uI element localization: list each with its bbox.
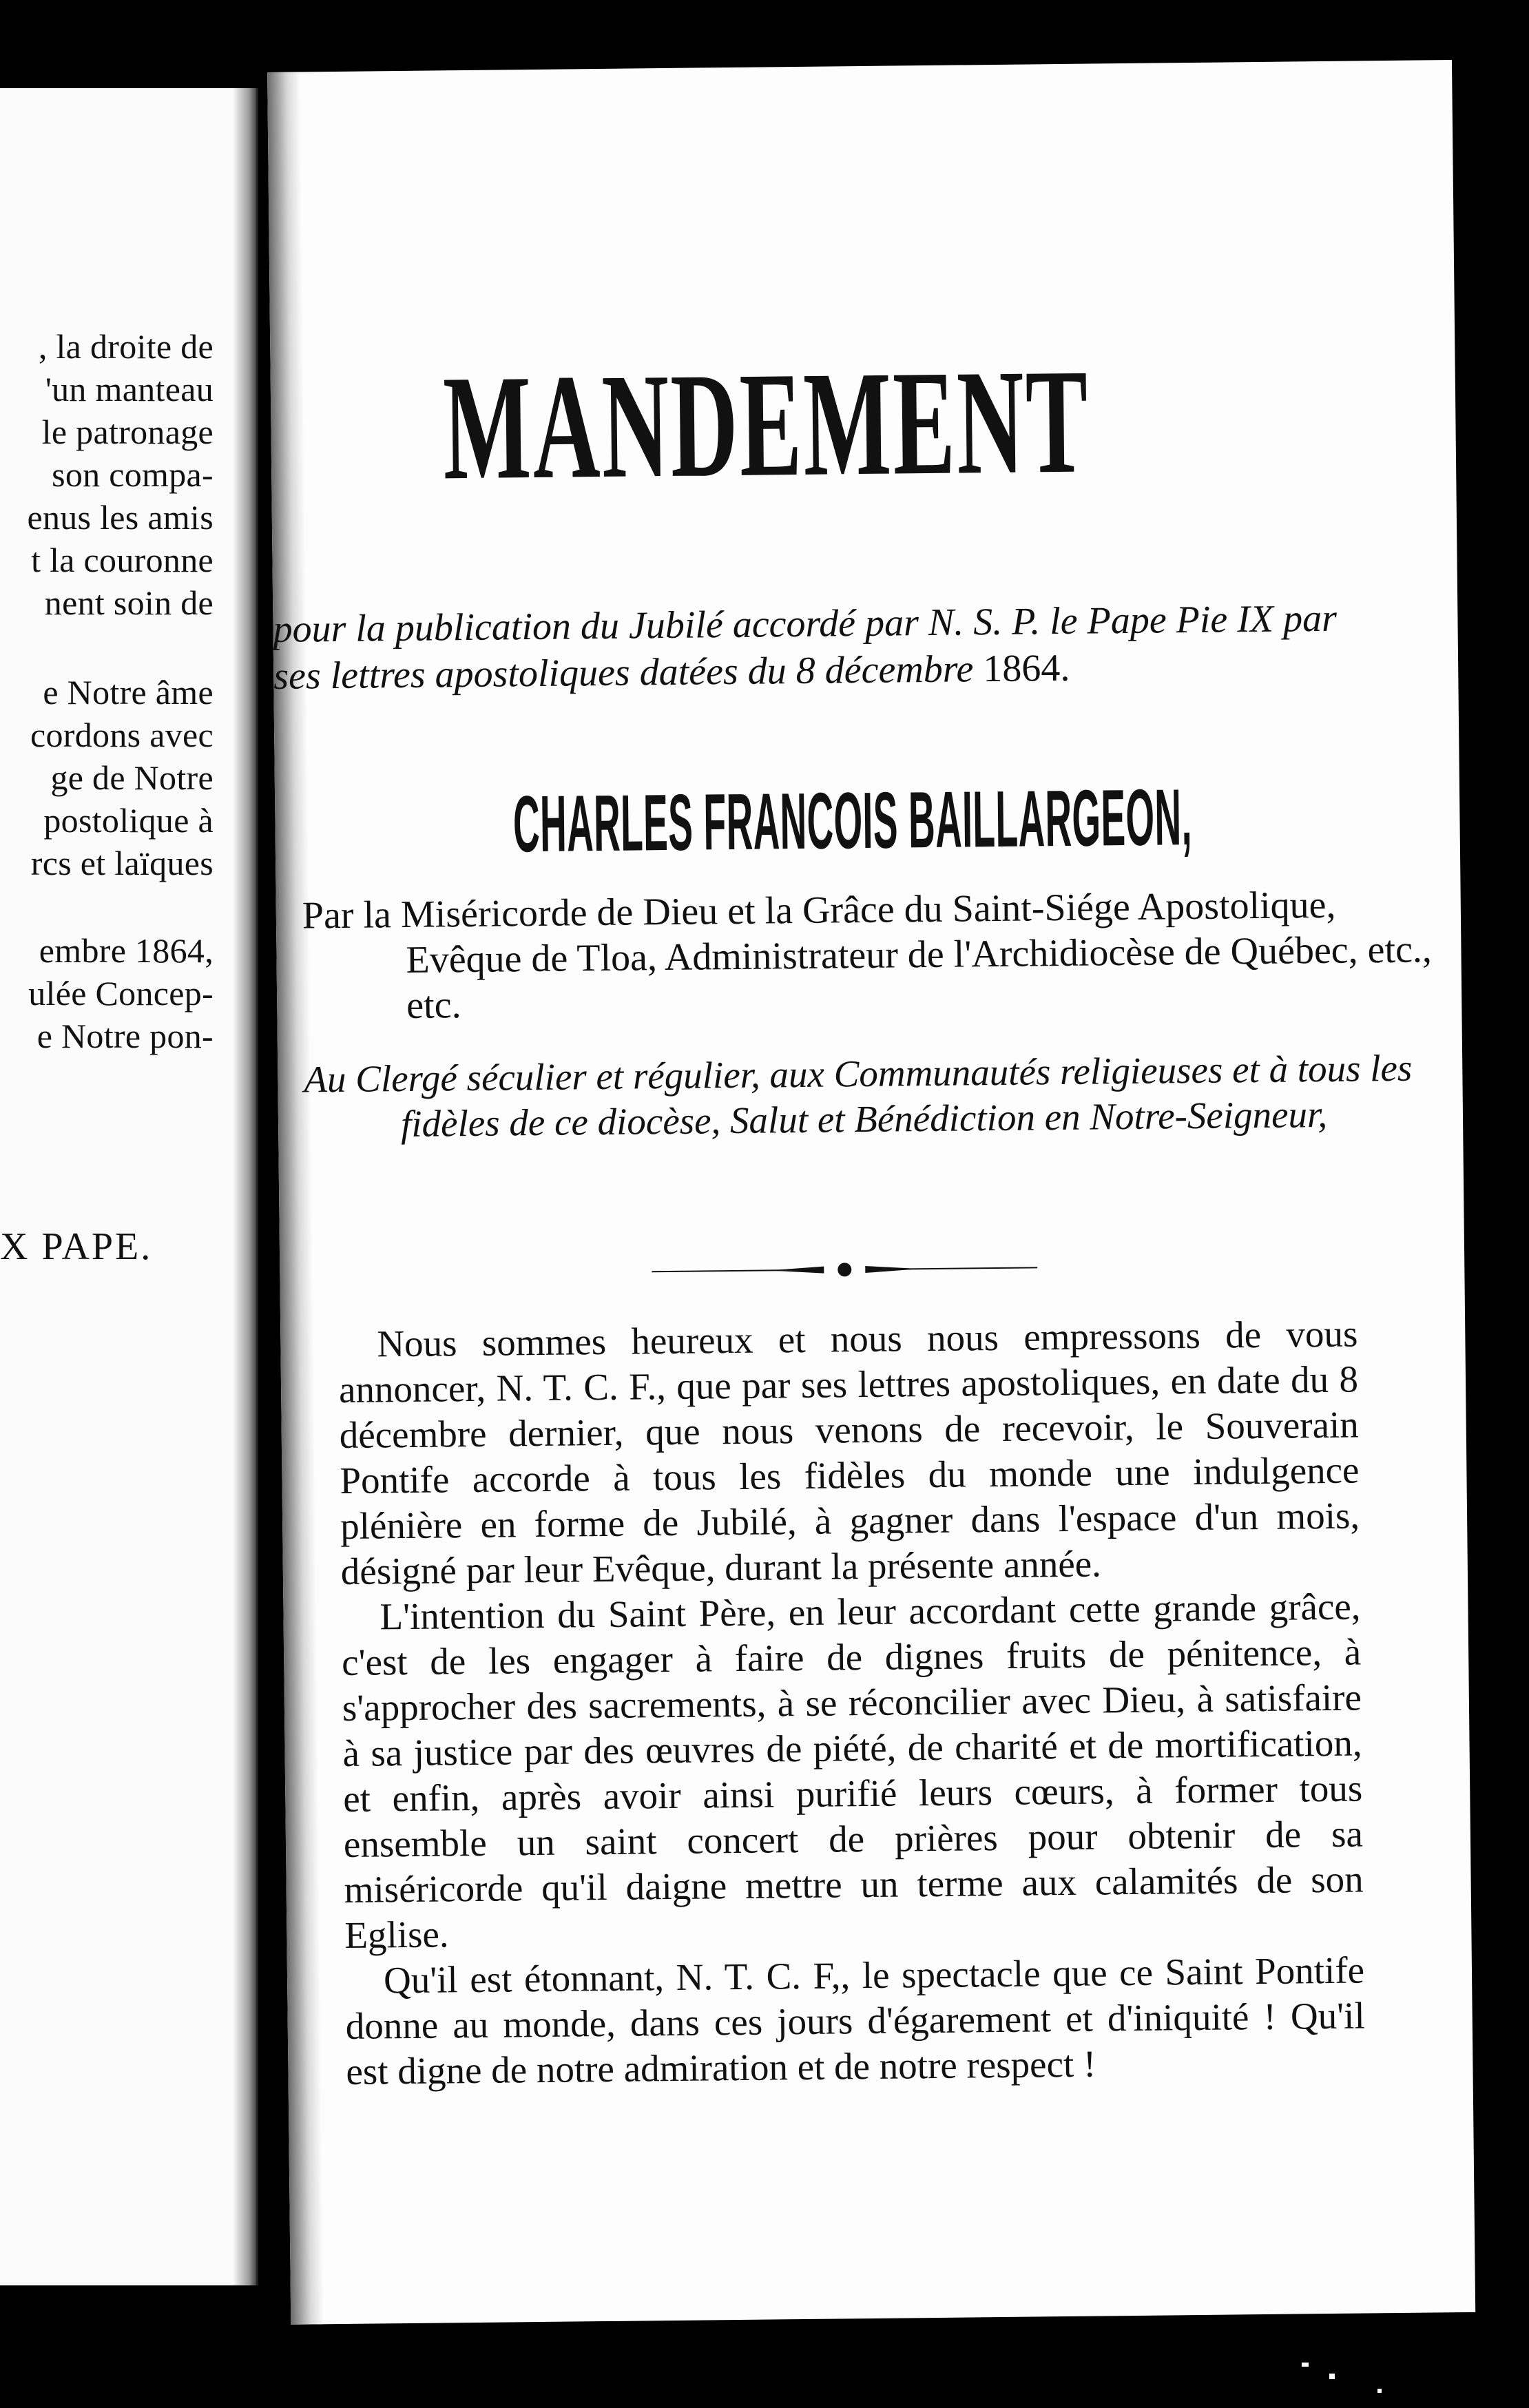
left-page-line: le patronage xyxy=(41,413,214,451)
scan-speck xyxy=(1329,2374,1335,2379)
left-facing-page xyxy=(0,88,258,2285)
page-fold-shadow xyxy=(233,88,256,2285)
scan-speck xyxy=(1377,2389,1382,2393)
author-authority: Par la Miséricorde de Dieu et la Grâce du Saint-Siége Apostolique, Evêque de Tloa, Administrateur de l'Archidiocèse de Québec, etc., etc. xyxy=(302,883,1433,1027)
left-page-line: enus les amis xyxy=(27,498,214,537)
author-name: CHARLES FRANCOIS BAILLARGEON, xyxy=(512,772,1193,869)
main-page xyxy=(267,60,1475,2325)
left-page-line: e Notre pon- xyxy=(37,1017,214,1055)
left-page-line: e Notre âme xyxy=(43,673,214,712)
binding-gutter-shadow xyxy=(267,72,324,2325)
left-page-signature: X PAPE. xyxy=(0,1225,153,1268)
body-text xyxy=(338,1311,1366,2095)
left-page-line: nent soin de xyxy=(44,583,214,622)
paragraph-1: Nous sommes heureux et nous nous empressons de vous annoncer, N. T. C. F., que par ses lettres apostoliques, en date du 8 décembre dernier, que nous venons de recevoir, le Souverain Pontife accorde à tous les fidèles du monde une indulgence plénière en forme de Jubilé, à gagner dans l'espace d'un mois, désigné par leur Evêque, durant la présente année. xyxy=(338,1312,1360,1593)
paragraph-2: L'intention du Saint Père, en leur accordant cette grande grâce, c'est de les engager à faire de dignes fruits de pénitence, à s'approcher des sacrements, à se réconcilier avec Dieu, à satisfaire à sa justice par des œuvres de piété, de charité et de mortification, et enfin, après avoir ainsi purifié leurs cœurs, à former tous ensemble un saint concert de prières pour obtenir de sa miséricorde qu'il daigne mettre un terme aux calamités de son Eglise. xyxy=(341,1585,1364,1956)
left-page-line: postolique à xyxy=(43,801,214,840)
left-page-line: ge de Notre xyxy=(50,758,214,797)
paragraph-3: Qu'il est étonnant, N. T. C. F,, le spectacle que ce Saint Pontife donne au monde, dans ces jours d'égarement et d'iniquité ! Qu'il est digne de notre admiration et de notre respect ! xyxy=(345,1949,1365,2093)
subtitle-year: 1864. xyxy=(982,646,1070,691)
subtitle-text: pour la publication du Jubilé accordé par N. S. P. le Pape Pie IX par ses lettres apostoliques datées du 8 décembre xyxy=(273,596,1338,698)
left-page-line: son compa- xyxy=(52,455,214,494)
left-page-line: ulée Concep- xyxy=(28,974,214,1013)
left-page-line: , la droite de xyxy=(38,327,214,366)
left-page-line: 'un manteau xyxy=(45,370,214,408)
scan-speck xyxy=(1302,2363,1309,2367)
left-page-line: embre 1864, xyxy=(39,931,214,970)
ornament-divider xyxy=(652,1259,1037,1280)
page-title: MANDEMENT xyxy=(442,338,1091,512)
left-page-line: cordons avec xyxy=(30,716,214,754)
left-page-line: rcs et laïques xyxy=(30,844,214,882)
left-page-line: t la couronne xyxy=(31,541,214,579)
salutation: Au Clergé séculier et régulier, aux Communautés religieuses et à tous les fidèles de ce diocèse, Salut et Bénédiction en Notre-Seigneur, xyxy=(304,1046,1413,1145)
subtitle xyxy=(273,595,1348,700)
